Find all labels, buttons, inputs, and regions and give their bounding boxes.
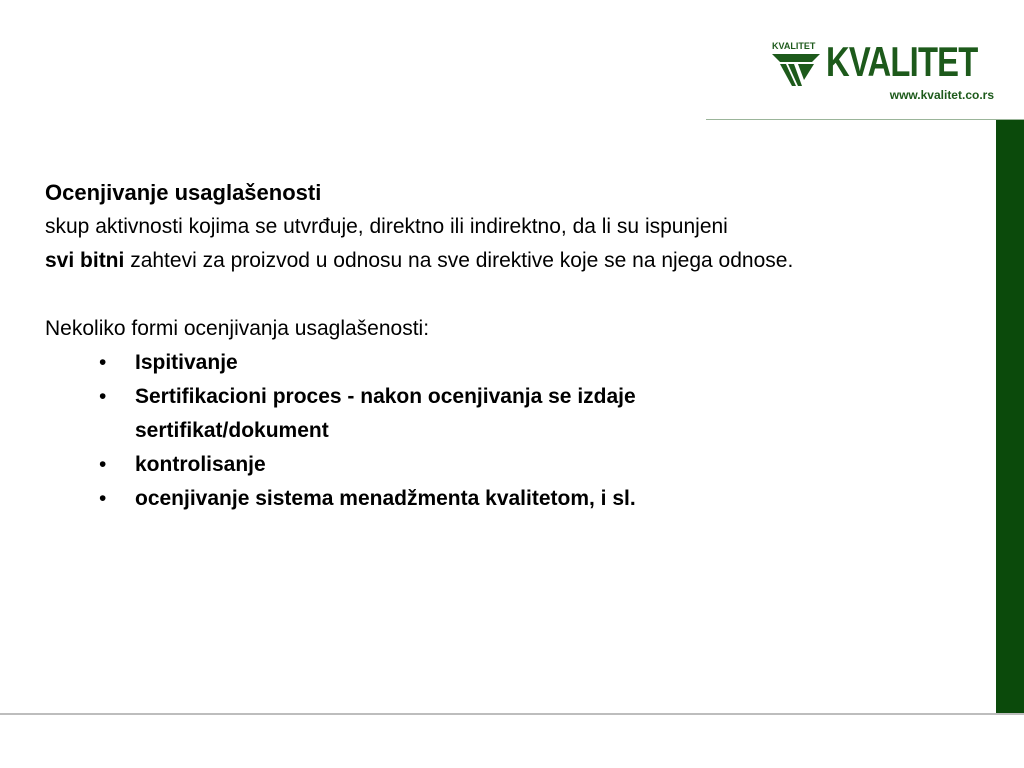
list-item: • Sertifikacioni proces - nakon ocenjivanja se izdaje sertifikat/dokument xyxy=(135,380,945,448)
kvalitet-emblem-icon xyxy=(770,40,822,88)
list-item: • kontrolisanje xyxy=(135,448,945,482)
bullet-icon: • xyxy=(99,487,107,510)
definition-text-2: zahtevi za proizvod u odnosu na sve direktive koje se na njega odnose. xyxy=(124,249,794,272)
bullet-icon: • xyxy=(99,453,107,476)
forms-list xyxy=(45,346,945,516)
definition-bold-text: svi bitni xyxy=(45,249,125,272)
definition-text-1: skup aktivnosti kojima se utvrđuje, direktno ili indirektno, da li su ispunjeni xyxy=(45,215,728,238)
footer-divider xyxy=(0,713,1024,715)
definition-paragraph xyxy=(45,210,945,278)
right-accent-bar xyxy=(996,120,1024,714)
logo-url: www.kvalitet.co.rs xyxy=(889,88,994,102)
kvalitet-logo xyxy=(770,38,998,106)
slide-title: Ocenjivanje usaglašenosti xyxy=(45,180,322,205)
bullet-icon: • xyxy=(99,351,107,374)
forms-intro: Nekoliko formi ocenjivanja usaglašenosti: xyxy=(45,317,430,340)
logo-mark-text: KVALITET xyxy=(772,41,816,51)
header-divider xyxy=(706,119,1024,120)
list-item: • ocenjivanje sistema menadžmenta kvalitetom, i sl. xyxy=(135,482,945,516)
list-item: • Ispitivanje xyxy=(135,346,945,380)
slide-content xyxy=(45,176,945,516)
logo-brand-text: KVALITET xyxy=(826,38,978,85)
bullet-icon: • xyxy=(99,385,107,408)
